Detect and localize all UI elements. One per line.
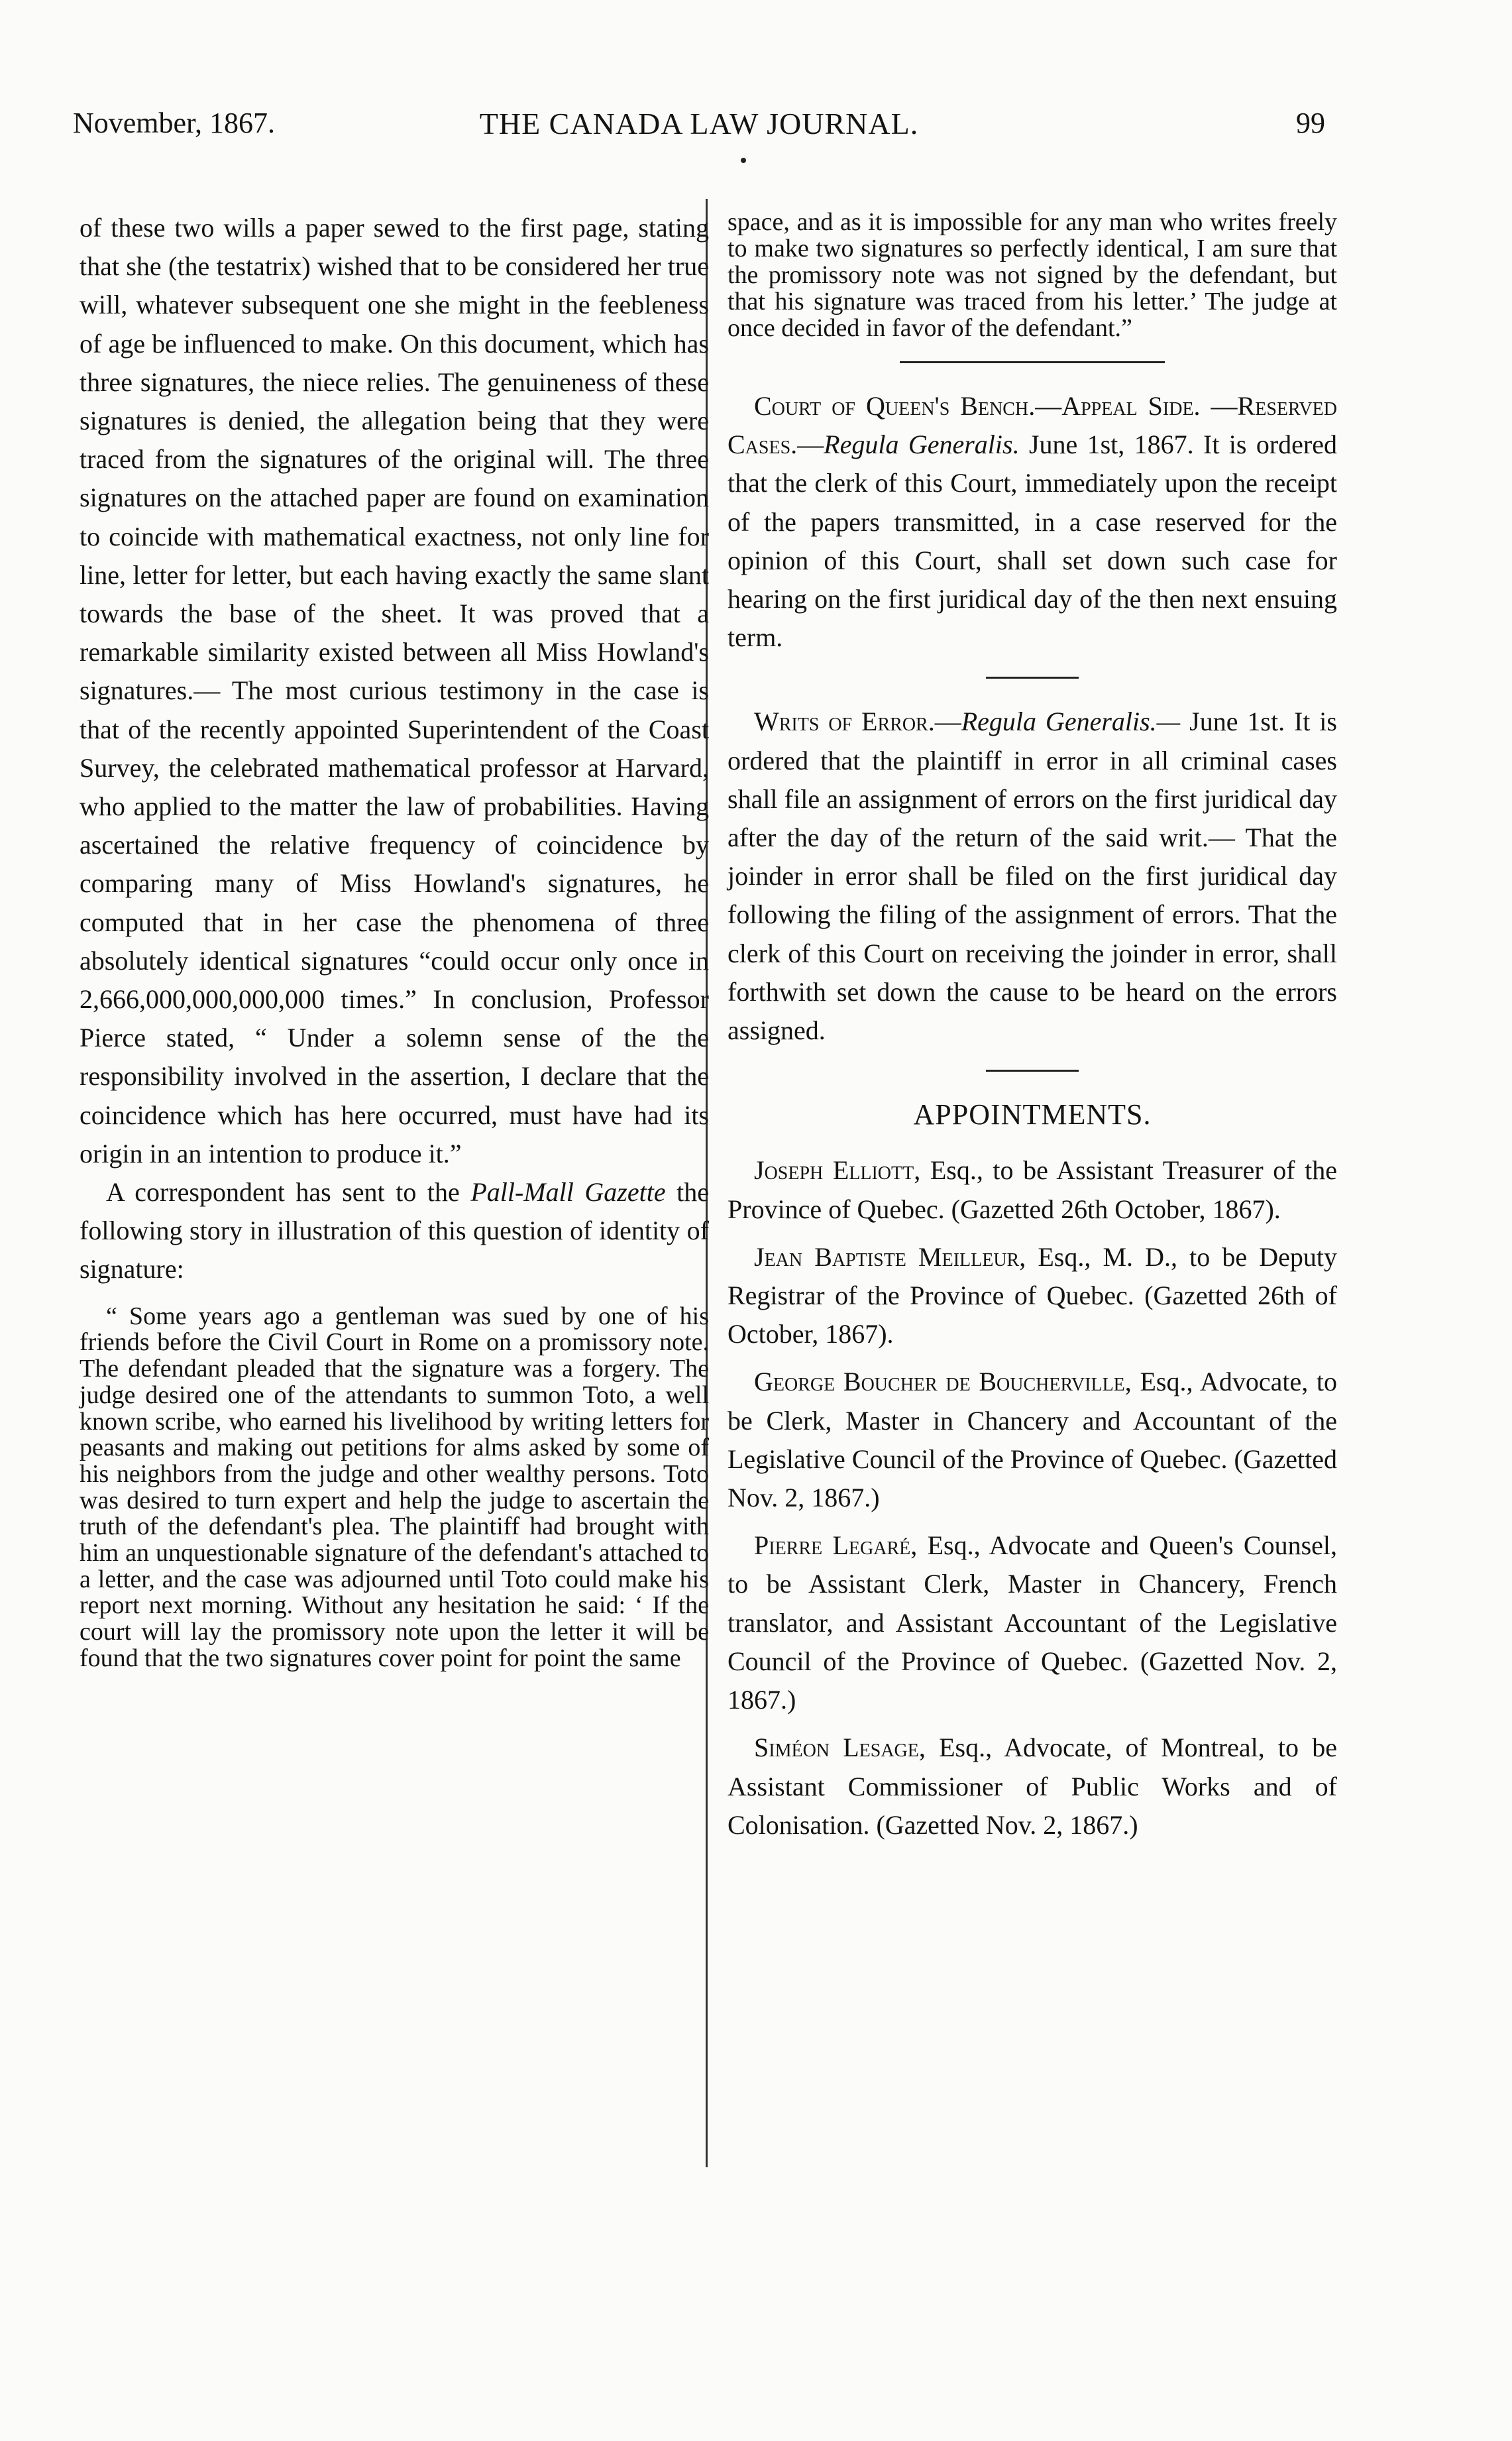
wills-paragraph: of these two wills a paper sewed to the first page, stating that she (the testatrix) wished that to be considered her true will, whatever subsequent one she might in the feebleness of age be influenced to make. On this document, which has three signatures, the niece relies. The genuineness of these signatures is denied, the allegation being that they were traced from the signatures of the original will. The three signatures on the attached paper are found on examination to coincide with mathematical exactness, not only line for line, letter for letter, but each having exactly the same slant towards the base of the sheet. It was proved that a remarkable similarity existed between all Miss Howland's signatures.— The most curious testimony in the case is that of the recently appointed Superintendent of the Coast Survey, the celebrated mathematical professor at Harvard, who applied to the matter the law of probabilities. Having ascertained the relative frequency of coincidence by comparing many of Miss Howland's signatures, he computed that in her case the phenomena of three absolutely identical signatures “could occur only once in 2,666,000,000,000,000 times.” In conclusion, Professor Pierce stated, “ Under a solemn sense of the the responsibility involved in the assertion, I declare that the coincidence which has here occurred, must have had its origin in an intention to produce it.” <box>80 213 709 1168</box>
writs-of-error-heading: Writs of Error.— <box>754 707 961 737</box>
rome-story-quote: “ Some years ago a gentleman was sued by one of his friends before the Civil Court in Rome on a promissory note. The defendant pleaded that the signature was a forgery. The judge desired one of the attendants to summon Toto, a well known scribe, who earned his livelihood by writing letters for peasants and making out petitions for alms asked by some of his neighbors from the judge and other wealthy persons. Toto was desired to turn expert and help the judge to ascertain the truth of the defendant's plea. The plaintiff had brought with him an unquestionable signature of the defendant's attached to a letter, and the case was adjourned until Toto could make his report next morning. Without any hesitation he said: ‘ If the court will lay the promissory note upon the letter it will be found that the two signatures cover point for point the same <box>80 1302 709 1672</box>
appointment-item <box>728 1729 1337 1845</box>
appointee-name: Joseph Elliott <box>754 1155 914 1186</box>
appointment-item <box>728 1151 1337 1228</box>
writs-of-error-paragraph <box>728 703 1337 1050</box>
section-rule <box>900 361 1165 363</box>
appointment-text: , Esq., M. D., to be Deputy Registrar of the Province of Quebec. (Gazetted 26th of October, 1867). <box>728 1241 1337 1349</box>
appointee-name: Siméon Lesage <box>754 1732 919 1763</box>
appointment-item <box>728 1238 1337 1354</box>
section-rule <box>986 677 1079 679</box>
section-rule <box>986 1070 1079 1072</box>
correspondent-text-b: the following story in illustration of this question of identity of signature: <box>80 1177 710 1284</box>
appointment-item <box>728 1363 1337 1517</box>
writs-of-error-regula: Regula Generalis.— <box>961 707 1181 737</box>
page-number: 99 <box>1296 107 1325 139</box>
right-column <box>728 209 1337 1854</box>
left-column <box>80 209 709 1672</box>
correspondent-paragraph <box>80 1173 709 1289</box>
appointment-text: , Esq., Advocate and Queen's Counsel, to be Assistant Clerk, Master in Chancery, French translator, and Assistant Accountant of the Legislative Council of the Province of Quebec. (Gazetted Nov. 2, 1867.) <box>728 1530 1338 1715</box>
header-dot <box>741 158 746 163</box>
appointee-name: Pierre Legaré <box>754 1530 911 1561</box>
appointment-text: , Esq., to be Assistant Treasurer of the Province of Quebec. (Gazetted 26th October, 1867). <box>728 1155 1337 1224</box>
appointment-text: , Esq., Advocate, to be Clerk, Master in Chancery and Accountant of the Legislative Council of the Province of Quebec. (Gazetted Nov. 2, 1867.) <box>728 1367 1337 1513</box>
queens-bench-paragraph <box>728 387 1337 657</box>
issue-date: November, 1867. <box>73 107 275 139</box>
appointments-heading: APPOINTMENTS. <box>913 1098 1152 1131</box>
journal-title: THE CANADA LAW JOURNAL. <box>479 107 919 141</box>
rome-story-quote-end: space, and as it is impossible for any man who writes freely to make two signatures so perfectly identical, I am sure that the promissory note was not signed by the defendant, but that his signature was traced from his letter.’ The judge at once decided in favor of the defendant.” <box>728 208 1337 342</box>
gazette-name: Pall-Mall Gazette <box>470 1177 666 1208</box>
appointee-name: George Boucher de Boucherville <box>754 1367 1125 1397</box>
queens-bench-heading: Court of Queen's Bench.—Appeal Side. —Reserved Cases.— <box>728 391 1337 460</box>
queens-bench-regula: Regula Generalis. <box>824 429 1020 460</box>
appointee-name: Jean Baptiste Meilleur <box>754 1241 1020 1272</box>
appointment-text: , Esq., Advocate, of Montreal, to be Assistant Commissioner of Public Works and of Colonisation. (Gazetted Nov. 2, 1867.) <box>728 1732 1337 1840</box>
running-header <box>73 106 1325 152</box>
queens-bench-text: June 1st, 1867. It is ordered that the clerk of this Court, immediately upon the receipt of the papers transmitted, in a case reserved for the opinion of this Court, shall set down such case for hearing on the first juridical day of the then next ensuing term. <box>728 429 1337 653</box>
correspondent-text-a: A correspondent has sent to the <box>106 1177 460 1208</box>
writs-of-error-text: June 1st. It is ordered that the plaintiff in error in all criminal cases shall file an assignment of errors on the first juridical day after the day of the return of the said writ.— That the joinder in error shall be filed on the first juridical day following the filing of the assignment of errors. That the clerk of this Court on receiving the joinder in error, shall forthwith set down the cause to be heard on the errors assigned. <box>728 707 1337 1046</box>
appointment-item <box>728 1526 1337 1719</box>
